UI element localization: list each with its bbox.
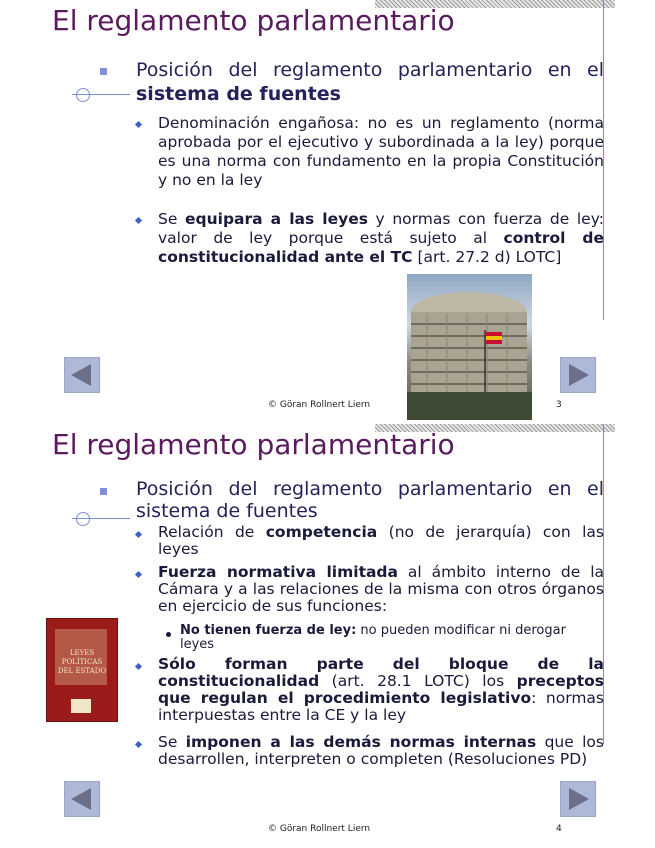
guide-circle-icon <box>76 88 90 102</box>
triangle-left-icon <box>65 358 99 392</box>
book-emblem-icon <box>71 699 91 713</box>
diamond-bullet-icon <box>135 663 142 670</box>
book-title-line: LEYES <box>69 649 95 657</box>
copyright-footer: © Göran Rollnert Liern <box>268 400 371 410</box>
slide-title: El reglamento parlamentario <box>52 428 455 461</box>
guide-circle-icon <box>76 512 90 526</box>
bullet-3: Sólo forman parte del bloque de la constitucionalidad (art. 28.1 LOTC) los preceptos que regulan el procedimiento legislativo: normas interpuestas entre la CE y la ley <box>158 655 604 724</box>
copyright-footer: © Göran Rollnert Liern <box>268 824 371 834</box>
dot-bullet-icon <box>166 632 171 637</box>
diamond-bullet-icon <box>135 121 142 128</box>
bullet-2: Se equipara a las leyes y normas con fuerza de ley: valor de ley porque está sujeto al control de constitucionalidad ante el TC [art. 27.2 d) LOTC] <box>158 210 604 266</box>
diamond-bullet-icon <box>135 531 142 538</box>
level1-text: Posición del reglamento parlamentario en el sistema de fuentes <box>136 478 604 522</box>
diamond-bullet-icon <box>135 741 142 748</box>
next-slide-button[interactable] <box>560 781 596 817</box>
sub-bullet: No tienen fuerza de ley: no pueden modificar ni derogar leyes <box>180 623 566 652</box>
bullet-1: Denominación engañosa: no es un reglamento (norma aprobada por el ejecutivo y subordinada a la ley) porque es una norma con fundamento en la propia Constitución y no en la ley <box>158 114 604 189</box>
triangle-right-icon <box>561 782 595 816</box>
page-number: 4 <box>556 824 562 834</box>
slide-title: El reglamento parlamentario <box>52 4 455 37</box>
constitutional-court-photo <box>407 274 532 420</box>
triangle-left-icon <box>65 782 99 816</box>
square-bullet-icon <box>100 488 107 495</box>
next-slide-button[interactable] <box>560 357 596 393</box>
level1-text: Posición del reglamento parlamentario en el sistema de fuentes <box>136 59 604 105</box>
bullet-2: Fuerza normativa limitada al ámbito interno de la Cámara y a las relaciones de la misma con otros órganos en ejercicio de sus funciones: <box>158 563 604 615</box>
diamond-bullet-icon <box>135 571 142 578</box>
triangle-right-icon <box>561 358 595 392</box>
bullet-4: Se imponen a las demás normas internas que los desarrollen, interpreten o completen (Resoluciones PD) <box>158 733 604 768</box>
slide-4 <box>0 424 655 848</box>
prev-slide-button[interactable] <box>64 357 100 393</box>
diamond-bullet-icon <box>135 217 142 224</box>
book-cover-image <box>46 618 118 722</box>
prev-slide-button[interactable] <box>64 781 100 817</box>
book-title-line: DEL ESTADO <box>57 667 107 675</box>
bullet-1: Relación de competencia (no de jerarquía) con las leyes <box>158 523 605 558</box>
square-bullet-icon <box>100 68 107 75</box>
book-title-line: POLÍTICAS <box>61 658 103 666</box>
page-number: 3 <box>556 400 562 410</box>
